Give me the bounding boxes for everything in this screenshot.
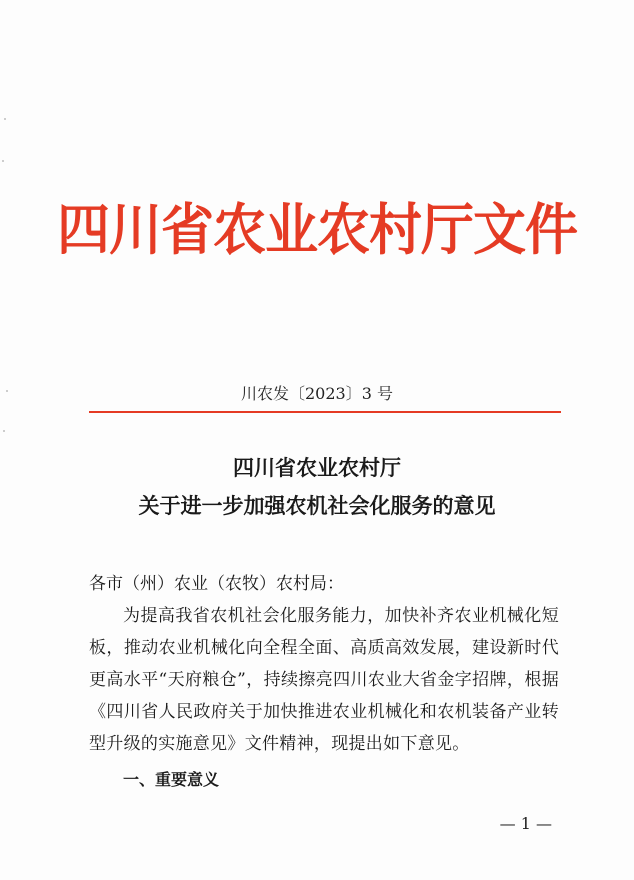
scan-speck	[4, 118, 6, 120]
document-masthead: 四川省农业农村厅文件	[57, 198, 577, 263]
salutation: 各市（州）农业（农牧）农村局：	[89, 574, 344, 594]
section-heading: 一、重要意义	[123, 770, 220, 789]
scan-speck	[3, 430, 5, 432]
red-separator-line	[89, 411, 561, 413]
document-title-line-2: 关于进一步加强农机社会化服务的意见	[138, 493, 496, 518]
document-title-line-1: 四川省农业农村厅	[233, 455, 401, 480]
page-number: — 1 —	[499, 814, 552, 833]
document-body	[89, 568, 559, 760]
scan-speck	[2, 160, 4, 162]
body-paragraph: 为提高我省农机社会化服务能力，加快补齐农业机械化短板，推动农业机械化向全程全面、高质高效发展，建设新时代更高水平“天府粮仓”，持续擦亮四川农业大省金字招牌，根据《四川省人民政府关于加快推进农业机械化和农机装备产业转型升级的实施意见》文件精神，现提出如下意见。	[89, 606, 559, 754]
document-number: 川农发〔2023〕3 号	[241, 384, 393, 403]
